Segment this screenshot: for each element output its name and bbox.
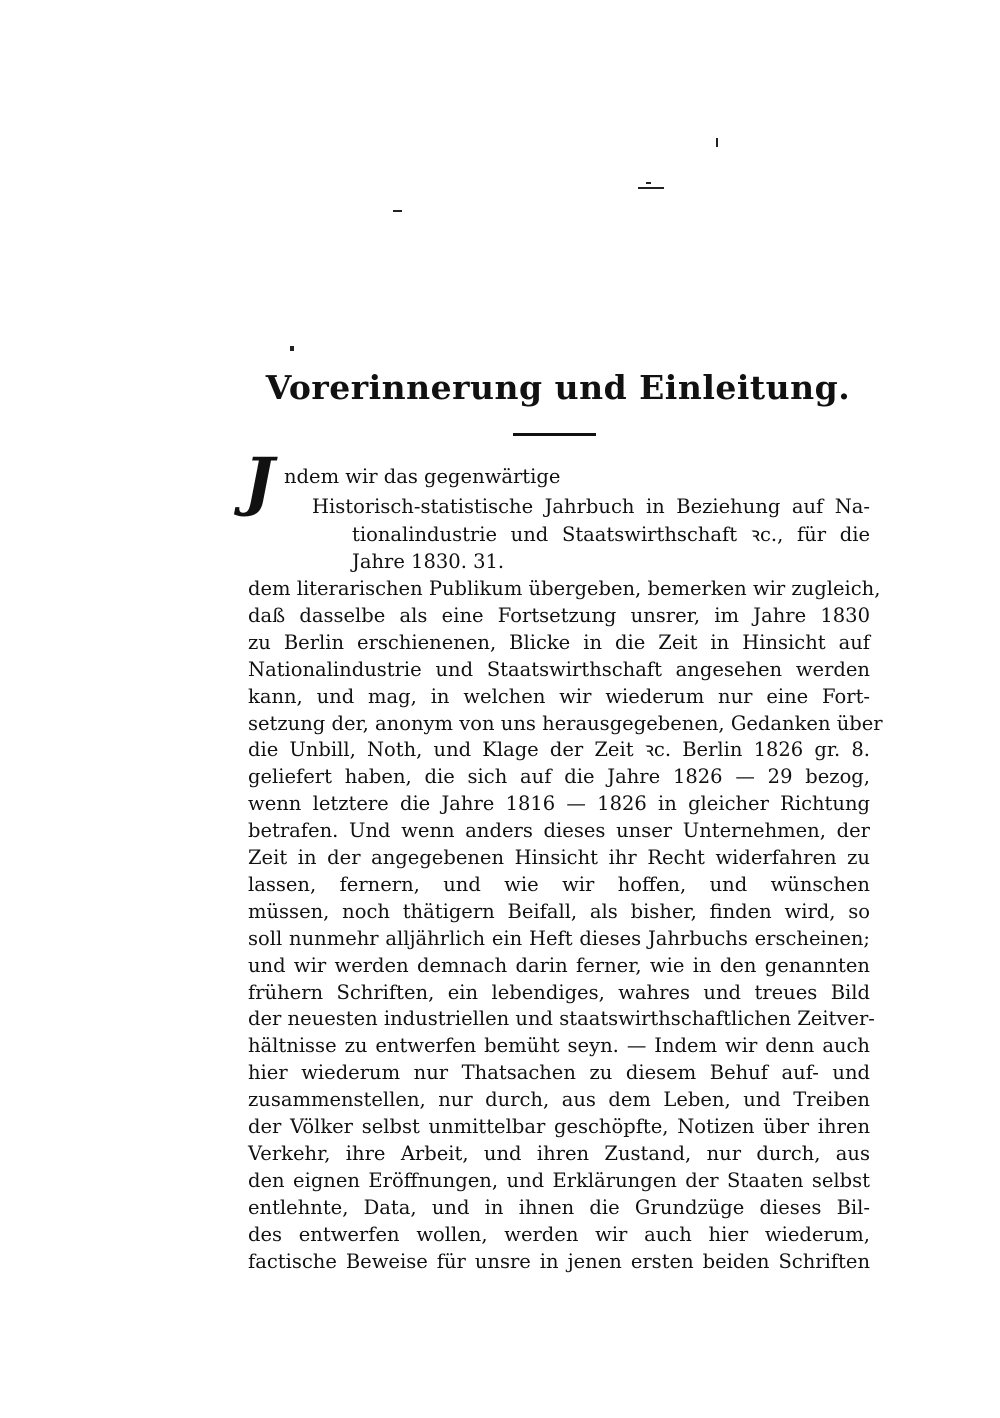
body-text-line: setzung der, anonym von uns herausgegebenen, Gedanken über: [248, 712, 883, 735]
scan-speck: [716, 138, 718, 147]
body-text-line: Nationalindustrie und Staatswirthschaft angesehen werden: [248, 658, 870, 681]
intro-line: Jahre 1830. 31.: [352, 550, 505, 573]
body-text-line: der neuesten industriellen und staatswirthschaftlichen Zeitver-: [248, 1007, 875, 1030]
scan-speck: [290, 346, 294, 351]
body-text-line: des entwerfen wollen, werden wir auch hier wiederum,: [248, 1223, 870, 1246]
body-text-line: betrafen. Und wenn anders dieses unser Unternehmen, der: [248, 819, 870, 842]
intro-line: Historisch-statistische Jahrbuch in Beziehung auf Na-: [312, 495, 870, 518]
body-text-line: entlehnte, Data, und in ihnen die Grundzüge dieses Bil-: [248, 1196, 870, 1219]
body-text-line: hier wiederum nur Thatsachen zu diesem Behuf auf- und: [248, 1061, 870, 1084]
body-text-line: zu Berlin erschienenen, Blicke in die Zeit in Hinsicht auf: [248, 631, 870, 654]
body-text-line: Verkehr, ihre Arbeit, und ihren Zustand, nur durch, aus: [248, 1142, 870, 1165]
scan-speck: [646, 182, 651, 184]
intro-line: ndem wir das gegenwärtige: [284, 465, 561, 488]
body-text-line: die Unbill, Noth, und Klage der Zeit ꝛc. Berlin 1826 gr. 8.: [248, 738, 870, 761]
body-text-line: factische Beweise für unsre in jenen ersten beiden Schriften: [248, 1250, 870, 1273]
body-text-line: der Völker selbst unmittelbar geschöpfte, Notizen über ihren: [248, 1115, 870, 1138]
body-text-line: dem literarischen Publikum übergeben, bemerken wir zugleich,: [248, 577, 881, 600]
body-text-line: frühern Schriften, ein lebendiges, wahres und treues Bild: [248, 981, 870, 1004]
intro-line: tionalindustrie und Staatswirthschaft ꝛc., für die: [352, 523, 870, 546]
drop-cap: J: [244, 444, 275, 519]
body-text-line: daß dasselbe als eine Fortsetzung unsrer, im Jahre 1830: [248, 604, 870, 627]
body-text-line: geliefert haben, die sich auf die Jahre 1826 — 29 bezog,: [248, 765, 870, 788]
heading-rule: [513, 433, 596, 436]
body-text-line: den eignen Eröffnungen, und Erklärungen der Staaten selbst: [248, 1169, 870, 1192]
body-text-line: zusammenstellen, nur durch, aus dem Leben, und Treiben: [248, 1088, 870, 1111]
body-text-line: Zeit in der angegebenen Hinsicht ihr Recht widerfahren zu: [248, 846, 870, 869]
body-text-line: soll nunmehr alljährlich ein Heft dieses Jahrbuchs erscheinen;: [248, 927, 870, 950]
body-text-line: lassen, fernern, und wie wir hoffen, und wünschen: [248, 873, 870, 896]
body-text-line: kann, und mag, in welchen wir wiederum nur eine Fort-: [248, 685, 870, 708]
body-text-line: und wir werden demnach darin ferner, wie in den genannten: [248, 954, 870, 977]
body-text-line: hältnisse zu entwerfen bemüht seyn. — Indem wir denn auch: [248, 1034, 870, 1057]
scan-speck: [393, 210, 402, 212]
body-text-line: wenn letztere die Jahre 1816 — 1826 in gleicher Richtung: [248, 792, 870, 815]
scan-speck: [638, 187, 664, 189]
body-text-line: müssen, noch thätigern Beifall, als bisher, finden wird, so: [248, 900, 870, 923]
chapter-heading: Vorerinnerung und Einleitung.: [265, 368, 851, 407]
